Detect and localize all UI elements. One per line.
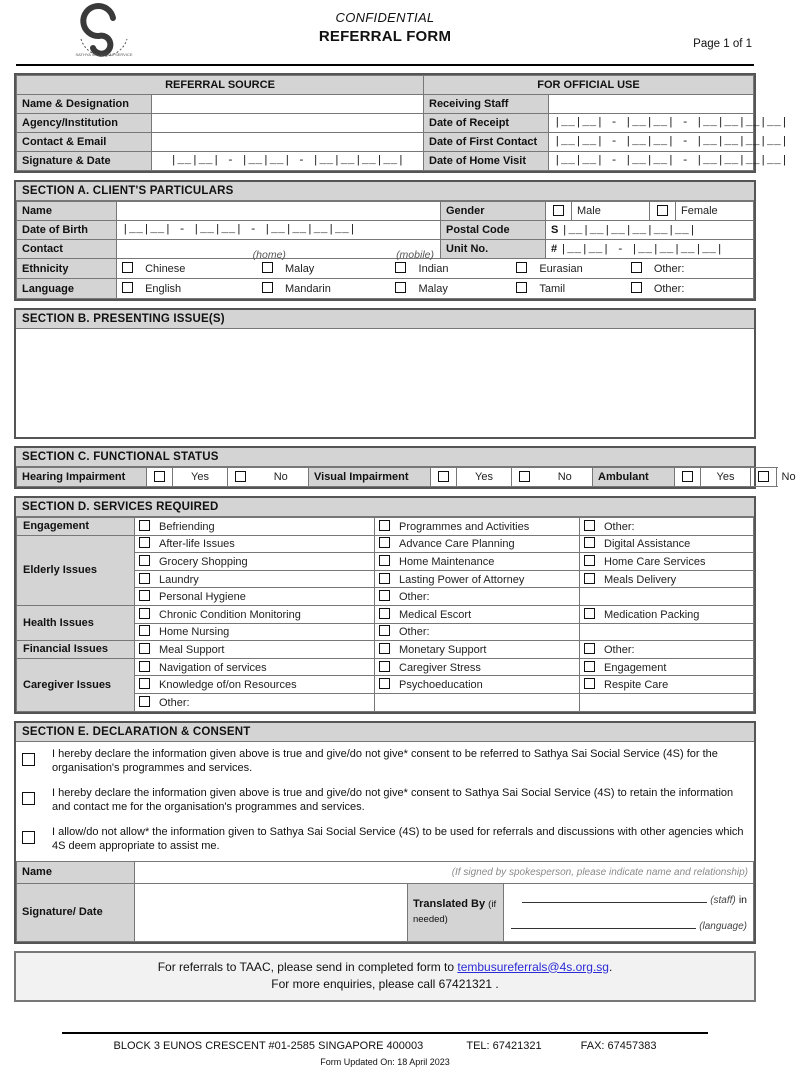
checkbox-icon — [139, 520, 150, 531]
checkbox-icon — [379, 643, 390, 654]
checkbox-icon — [139, 625, 150, 636]
page-header — [14, 0, 756, 62]
checkbox-icon — [438, 471, 449, 482]
checkbox-icon — [235, 471, 246, 482]
language-mandarin-label: Mandarin — [284, 283, 331, 295]
section-d — [14, 496, 756, 714]
visual-impairment-yes-checkbox[interactable] — [431, 468, 457, 487]
unit-prefix: # — [551, 242, 558, 255]
service-option[interactable] — [580, 518, 754, 536]
signature-label: Signature/ Date — [17, 883, 135, 941]
staff-hint: (staff) — [710, 894, 736, 906]
service-option[interactable] — [580, 658, 754, 676]
service-option-label: Medication Packing — [604, 608, 700, 621]
table-row — [17, 202, 754, 221]
footer-address: BLOCK 3 EUNOS CRESCENT #01-2585 SINGAPORE 400003 — [113, 1039, 424, 1052]
unit-no-field[interactable] — [546, 240, 754, 259]
dob-label: Date of Birth — [17, 221, 117, 240]
service-empty-cell — [580, 693, 754, 711]
checkbox-icon — [553, 205, 564, 216]
service-option-label: Knowledge of/on Resources — [159, 679, 297, 692]
referral-source-table — [14, 73, 789, 173]
service-option-label: Home Maintenance — [399, 555, 495, 568]
checkbox-icon — [379, 573, 390, 584]
visual-impairment-no-checkbox[interactable] — [512, 468, 538, 487]
table-row — [17, 240, 754, 259]
language-tamil[interactable] — [511, 279, 625, 298]
client-name-field[interactable] — [117, 202, 441, 221]
presenting-issues-textarea[interactable] — [16, 329, 754, 437]
service-row — [17, 518, 754, 536]
signature-date-field[interactable]: |__|__| - |__|__| - |__|__|__|__| — [152, 152, 424, 171]
sathya-sai-social-service-logo-icon — [69, 6, 139, 60]
service-option-label: Advance Care Planning — [399, 538, 515, 551]
note-line1-pre: For referrals to TAAC, please send in completed form to — [157, 959, 458, 974]
service-option[interactable] — [375, 676, 580, 694]
ethnicity-indian[interactable] — [390, 259, 511, 278]
checkbox-icon — [379, 608, 390, 619]
service-option-label: Other: — [399, 591, 430, 604]
date-of-home-visit-label: Date of Home Visit — [424, 152, 549, 171]
ambulant-yes-label: Yes — [701, 468, 751, 487]
service-category-financial-issues: Financial Issues — [17, 641, 135, 659]
checkbox-icon — [262, 262, 273, 273]
checkbox-icon — [379, 625, 390, 636]
ethnicity-other[interactable] — [626, 259, 753, 278]
translated-by-label: Translated By — [412, 898, 486, 911]
contact-mobile-hint: (mobile) — [396, 249, 434, 261]
service-option[interactable] — [135, 553, 375, 571]
ambulant-yes-checkbox[interactable] — [675, 468, 701, 487]
checkbox-icon — [262, 282, 273, 293]
checkbox-icon — [122, 282, 133, 293]
staff-input-line[interactable] — [522, 893, 707, 903]
service-empty-cell — [580, 588, 754, 606]
service-option-label: Respite Care — [604, 679, 669, 692]
footer-fax: FAX: 67457383 — [580, 1039, 657, 1052]
agency-institution-field[interactable] — [152, 114, 424, 133]
service-option-label: Grocery Shopping — [159, 555, 248, 568]
service-option[interactable] — [580, 535, 754, 553]
language-input-line[interactable] — [511, 919, 696, 929]
declaration-checkbox[interactable] — [22, 825, 52, 848]
checkbox-icon — [584, 555, 595, 566]
declaration-checkbox[interactable] — [22, 786, 52, 809]
section-b — [14, 308, 756, 439]
header-divider — [16, 64, 754, 66]
checkbox-icon — [22, 831, 35, 844]
checkbox-icon — [584, 661, 595, 672]
checkbox-icon — [631, 282, 642, 293]
translated-by-field[interactable] — [503, 883, 753, 941]
ethnicity-chinese-label: Chinese — [145, 263, 186, 275]
service-option[interactable] — [375, 623, 580, 641]
gender-female-label: Female — [676, 202, 754, 221]
declaration-item — [16, 820, 754, 859]
contact-field[interactable] — [117, 240, 441, 259]
language-tamil-label: Tamil — [539, 283, 566, 295]
checkbox-icon — [758, 471, 769, 482]
service-option[interactable] — [135, 518, 375, 536]
section-b-title: SECTION B. PRESENTING ISSUE(S) — [16, 310, 754, 329]
checkbox-icon — [379, 537, 390, 548]
service-option[interactable] — [375, 605, 580, 623]
hearing-impairment-no-label: No — [254, 468, 309, 487]
checkbox-icon — [22, 753, 35, 766]
referral-email-link[interactable]: tembusureferrals@4s.org.sg — [457, 959, 609, 974]
ethnicity-indian-label: Indian — [418, 263, 449, 275]
checkbox-icon — [139, 555, 150, 566]
receiving-staff-label: Receiving Staff — [424, 95, 549, 114]
service-option[interactable] — [375, 658, 580, 676]
declaration-text: I allow/do not allow* the information given to Sathya Sai Social Service (4S) to be used for referrals and discussions with other agencies which 4S deem appropriate to assist me. — [52, 825, 744, 853]
section-e-title: SECTION E. DECLARATION & CONSENT — [16, 723, 754, 742]
service-option[interactable] — [135, 641, 375, 659]
ambulant-label: Ambulant — [593, 468, 675, 487]
ethnicity-eurasian-label: Eurasian — [539, 263, 583, 275]
referral-note-box — [14, 951, 756, 1002]
official-use-heading: FOR OFFICIAL USE — [424, 76, 754, 95]
checkbox-icon — [154, 471, 165, 482]
service-option-label: Lasting Power of Attorney — [399, 573, 525, 586]
gender-male-label: Male — [572, 202, 650, 221]
ethnicity-label: Ethnicity — [17, 259, 117, 279]
language-other[interactable] — [626, 279, 753, 298]
checkbox-icon — [682, 471, 693, 482]
consent-name-field[interactable] — [135, 861, 754, 883]
postal-code-field[interactable] — [546, 221, 754, 240]
signature-date-label: Signature & Date — [17, 152, 152, 171]
service-option-label: Programmes and Activities — [399, 520, 530, 533]
contact-label: Contact — [17, 240, 117, 259]
checkbox-icon — [379, 555, 390, 566]
service-option[interactable] — [580, 605, 754, 623]
service-option[interactable] — [135, 693, 375, 711]
gender-label: Gender — [441, 202, 546, 221]
date-of-receipt-field[interactable]: |__|__| - |__|__| - |__|__|__|__| — [549, 114, 754, 133]
language-hint: (language) — [699, 920, 747, 932]
service-option[interactable] — [580, 553, 754, 571]
ethnicity-options — [117, 259, 754, 279]
name-designation-label: Name & Designation — [17, 95, 152, 114]
dob-field[interactable]: |__|__| - |__|__| - |__|__|__|__| — [117, 221, 441, 240]
checkbox-icon — [22, 792, 35, 805]
agency-institution-label: Agency/Institution — [17, 114, 152, 133]
table-row: Hearing Impairment Yes No Visual Impairment Yes No Ambulant Yes No — [17, 468, 777, 487]
unit-no-boxes: |__|__| - |__|__|__|__| — [560, 243, 724, 256]
checkbox-icon — [395, 262, 406, 273]
section-e — [14, 721, 756, 944]
service-option[interactable] — [375, 535, 580, 553]
hearing-impairment-yes-checkbox[interactable] — [147, 468, 173, 487]
service-option-label: Caregiver Stress — [399, 661, 481, 674]
service-option[interactable] — [375, 588, 580, 606]
service-option-label: Home Care Services — [604, 555, 706, 568]
service-option[interactable] — [580, 676, 754, 694]
table-row — [17, 259, 754, 279]
checkbox-icon — [516, 282, 527, 293]
service-option-label: Meals Delivery — [604, 573, 677, 586]
language-options — [117, 279, 754, 299]
in-word: in — [738, 893, 747, 906]
visual-impairment-label: Visual Impairment — [309, 468, 431, 487]
service-row — [17, 658, 754, 676]
service-option[interactable] — [135, 623, 375, 641]
table-row — [17, 883, 754, 941]
service-option[interactable] — [375, 553, 580, 571]
section-c-title: SECTION C. FUNCTIONAL STATUS — [16, 448, 754, 467]
language-other-label: Other: — [653, 283, 685, 295]
ethnicity-other-label: Other: — [653, 263, 685, 275]
signature-field[interactable] — [135, 883, 408, 941]
gender-female-checkbox[interactable] — [650, 202, 676, 221]
service-row — [17, 605, 754, 623]
visual-impairment-yes-label: Yes — [457, 468, 512, 487]
checkbox-icon — [584, 573, 595, 584]
service-option[interactable] — [135, 588, 375, 606]
table-row — [17, 114, 754, 133]
service-option-label: Chronic Condition Monitoring — [159, 608, 301, 621]
unit-no-label: Unit No. — [441, 240, 546, 259]
service-category-elderly-issues: Elderly Issues — [17, 535, 135, 605]
checkbox-icon — [584, 520, 595, 531]
note-line2: For more enquiries, please call 67421321 . — [271, 976, 499, 991]
service-option-label: Engagement — [604, 661, 667, 674]
date-of-first-contact-label: Date of First Contact — [424, 133, 549, 152]
client-name-label: Name — [17, 202, 117, 221]
declaration-checkbox[interactable] — [22, 747, 52, 770]
service-option-label: After-life Issues — [159, 538, 235, 551]
service-row — [17, 641, 754, 659]
hearing-impairment-label: Hearing Impairment — [17, 468, 147, 487]
consent-name-label: Name — [17, 861, 135, 883]
table-header-row — [17, 76, 754, 95]
service-option[interactable] — [135, 605, 375, 623]
service-option-label: Other: — [604, 643, 635, 656]
declaration-list — [16, 742, 754, 859]
checkbox-icon — [379, 661, 390, 672]
service-empty-cell — [375, 693, 580, 711]
checkbox-icon — [631, 262, 642, 273]
confidential-label: CONFIDENTIAL — [335, 10, 435, 25]
note-line1-post: . — [608, 959, 613, 974]
footer-address-row — [14, 1040, 756, 1052]
checkbox-icon — [139, 643, 150, 654]
date-of-receipt-label: Date of Receipt — [424, 114, 549, 133]
ethnicity-malay[interactable] — [257, 259, 391, 278]
declaration-text: I hereby declare the information given above is true and give/do not give* consent to be referred to Sathya Sai Social Service (4S) for the organisation's programmes and services. — [52, 747, 718, 775]
service-option[interactable] — [580, 641, 754, 659]
service-option-label: Personal Hygiene — [159, 591, 246, 604]
service-option[interactable] — [135, 570, 375, 588]
language-english[interactable] — [117, 279, 257, 298]
section-c — [14, 446, 796, 489]
service-option-label: Navigation of services — [159, 661, 267, 674]
checkbox-icon — [139, 678, 150, 689]
service-option-label: Other: — [399, 626, 430, 639]
gender-male-checkbox[interactable] — [546, 202, 572, 221]
page-title: REFERRAL FORM — [318, 28, 452, 45]
table-row — [17, 133, 754, 152]
visual-impairment-no-label: No — [538, 468, 593, 487]
translated-by-cell — [407, 883, 503, 941]
language-english-label: English — [145, 283, 182, 295]
services-required-table — [16, 517, 754, 712]
service-option[interactable] — [375, 518, 580, 536]
service-option[interactable] — [580, 570, 754, 588]
checkbox-icon — [139, 696, 150, 707]
service-empty-cell — [580, 623, 754, 641]
date-of-first-contact-field[interactable]: |__|__| - |__|__| - |__|__|__|__| — [549, 133, 754, 152]
checkbox-icon — [122, 262, 133, 273]
language-malay-label: Malay — [418, 283, 448, 295]
ethnicity-malay-label: Malay — [284, 263, 315, 275]
service-option-label: Psychoeducation — [399, 679, 483, 692]
receiving-staff-field[interactable] — [549, 95, 754, 114]
footer-divider — [62, 1032, 708, 1034]
service-option-label: Other: — [159, 696, 190, 709]
service-option-label: Digital Assistance — [604, 538, 691, 551]
declaration-item — [16, 781, 754, 820]
footer-tel: TEL: 67421321 — [466, 1039, 542, 1052]
service-category-engagement: Engagement — [17, 518, 135, 536]
service-category-caregiver-issues: Caregiver Issues — [17, 658, 135, 711]
checkbox-icon — [584, 608, 595, 619]
declaration-text: I hereby declare the information given above is true and give/do not give* consent to Sathya Sai Social Service (4S) to retain the information and contact me for the organisation's programmes and services. — [52, 786, 734, 814]
checkbox-icon — [139, 608, 150, 619]
service-option-label: Monetary Support — [399, 643, 487, 656]
checkbox-icon — [379, 590, 390, 601]
contact-email-field[interactable] — [152, 133, 424, 152]
checkbox-icon — [139, 590, 150, 601]
section-a — [14, 180, 756, 301]
table-row — [17, 861, 754, 883]
service-option-label: Medical Escort — [399, 608, 472, 621]
postal-prefix: S — [551, 223, 559, 236]
declaration-item — [16, 742, 754, 781]
footer-updated: Form Updated On: 18 April 2023 — [320, 1056, 450, 1067]
table-row — [17, 95, 754, 114]
service-category-health-issues: Health Issues — [17, 605, 135, 640]
referral-source-heading: REFERRAL SOURCE — [17, 76, 424, 95]
checkbox-icon — [584, 537, 595, 548]
hearing-impairment-yes-label: Yes — [173, 468, 228, 487]
postal-code-label: Postal Code — [441, 221, 546, 240]
ethnicity-chinese[interactable] — [117, 259, 257, 278]
checkbox-icon — [139, 661, 150, 672]
service-option-label: Home Nursing — [159, 626, 230, 639]
service-option-label: Befriending — [159, 520, 215, 533]
consent-name-hint: (If signed by spokesperson, please indicate name and relationship) — [451, 866, 748, 878]
language-malay[interactable] — [390, 279, 511, 298]
language-mandarin[interactable] — [257, 279, 391, 298]
contact-email-label: Contact & Email — [17, 133, 152, 152]
service-option-label: Meal Support — [159, 643, 225, 656]
section-d-title: SECTION D. SERVICES REQUIRED — [16, 498, 754, 517]
checkbox-icon — [395, 282, 406, 293]
checkbox-icon — [657, 205, 668, 216]
service-option[interactable] — [375, 641, 580, 659]
service-option[interactable] — [135, 658, 375, 676]
service-option[interactable] — [135, 676, 375, 694]
postal-code-boxes: |__|__|__|__|__|__| — [561, 224, 697, 237]
service-row — [17, 535, 754, 553]
language-label: Language — [17, 279, 117, 299]
checkbox-icon — [584, 643, 595, 654]
section-a-title: SECTION A. CLIENT'S PARTICULARS — [16, 182, 754, 201]
table-row — [17, 221, 754, 240]
table-row — [17, 279, 754, 299]
date-of-home-visit-field[interactable]: |__|__| - |__|__| - |__|__|__|__| — [549, 152, 754, 171]
name-designation-field[interactable] — [152, 95, 424, 114]
checkbox-icon — [519, 471, 530, 482]
service-option-label: Other: — [604, 520, 635, 533]
service-option-label: Laundry — [159, 573, 199, 586]
page-number: Page 1 of 1 — [693, 38, 752, 50]
checkbox-icon — [584, 678, 595, 689]
svg-text:SATHYA SAI SOCIAL SERVICE: SATHYA SAI SOCIAL SERVICE — [75, 52, 133, 57]
service-option[interactable] — [375, 570, 580, 588]
translated-by-hint: (if needed) — [412, 899, 497, 926]
ethnicity-eurasian[interactable] — [511, 259, 625, 278]
checkbox-icon — [379, 678, 390, 689]
hearing-impairment-no-checkbox[interactable] — [228, 468, 254, 487]
checkbox-icon — [139, 537, 150, 548]
table-row — [17, 152, 754, 171]
checkbox-icon — [139, 573, 150, 584]
contact-home-hint: (home) — [252, 249, 286, 261]
checkbox-icon — [516, 262, 527, 273]
checkbox-icon — [379, 520, 390, 531]
service-option[interactable] — [135, 535, 375, 553]
ambulant-no-checkbox[interactable] — [751, 468, 777, 487]
